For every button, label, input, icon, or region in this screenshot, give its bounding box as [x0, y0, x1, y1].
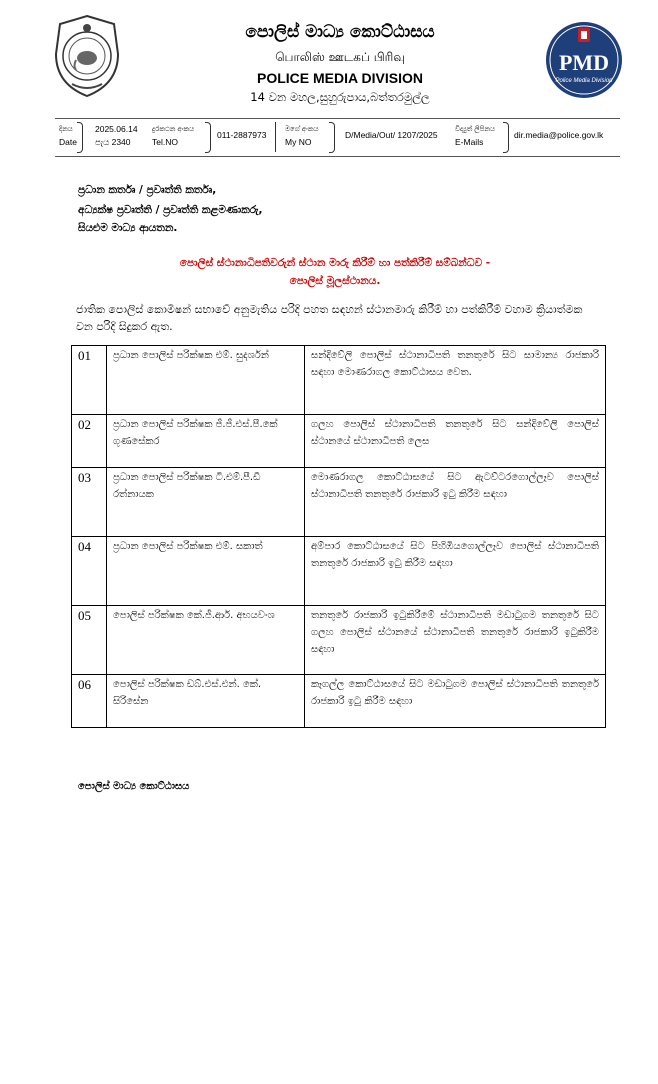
- header-address: 14 වන මහල,සුහුරුපාය,බත්තරමුල්ල: [250, 90, 430, 104]
- subject-line: පොලිස් මූලස්ථානය.: [289, 275, 381, 287]
- transfer-description: කෑගල්ල කොට්ඨාසයේ සිට මඩාටුගම පොලිස් ස්ථානාධිපති තනතුරේ රාජකාරි ඉටු කිරීම සඳහා: [305, 675, 606, 728]
- transfer-description: තනතුරේ රාජකාරි ඉටුකිරීමේ ස්ථානාධිපති මඩාටුගම තනතුරේ සිට ගලහ පොලිස් ස්ථානයේ ස්ථානාධිපති තනතුරේ රාජකාරි ඉටුකිරීම සඳහා: [305, 606, 606, 675]
- subject-line: පොලිස් ස්ථානාධිපතිවරුන් ස්ථාන මාරු කිරීම් හා පත්කිරීම් සම්බන්ධව -: [179, 257, 491, 269]
- table-row: [72, 537, 606, 606]
- email-brace: [503, 122, 509, 153]
- email-value: dir.media@police.gov.lk: [514, 130, 604, 140]
- date-value: 2025.06.14 පැය 2340: [95, 124, 138, 147]
- date-label: දිනය Date: [59, 126, 77, 147]
- header-title-english: POLICE MEDIA DIVISION: [257, 70, 423, 86]
- police-emblem-icon: [52, 14, 122, 98]
- recipient-line: ප්‍රධාන කර්තෘ / ප්‍රවෘත්ති කර්තෘ,: [78, 184, 217, 196]
- pmd-logo-icon: [540, 20, 628, 100]
- officer-name: පොලිස් පරික්ෂක කේ.ජී.ආර්. අභයවංශ: [107, 606, 305, 675]
- my-no-value: D/Media/Out/ 1207/2025: [345, 130, 438, 140]
- row-number: 02: [72, 415, 107, 468]
- pmd-logo-subtext: Police Media Division: [555, 78, 613, 84]
- transfer-description: මොණරාගල කොට්ඨාසයේ සිට ඇටව්ටරගොල්ලෑව පොලිස් ස්ථානාධිපති තනතුරේ රාජකාරි ඉටු කිරීම සඳහා: [305, 468, 606, 537]
- officer-name: ප්‍රධාන පොලිස් පරික්ෂක එම්. සකාත්: [107, 537, 305, 606]
- intro-paragraph: ජාතික පොලිස් කොමිෂන් සභාවේ අනුමැතිය පරිදි පහත සඳහන් ස්ථානමාරු කිරීම් හා පත්කිරීම් වහාම ක්‍රියාත්මක වන පරිදි සිදුකර ඇත.: [76, 303, 583, 333]
- email-label: විද්‍යුත් ලිපිනය E-Mails: [455, 126, 496, 147]
- tel-label: දුරකථන අංකය Tel.NO: [152, 126, 195, 147]
- row-number: 04: [72, 537, 107, 606]
- divider: [275, 122, 276, 152]
- officer-name: ප්‍රධාන පොලිස් පරික්ෂක ජී.ජී.එස්.පී.කේ ගුණසේකර: [107, 415, 305, 468]
- officer-name: පොලිස් පරික්ෂක ඩබ්.එස්.එන්. කේ. සිරිසේන: [107, 675, 305, 728]
- transfers-table: [71, 345, 606, 728]
- pmd-logo-text: PMD: [558, 50, 610, 75]
- my-no-label: මගේ අංකය My NO: [285, 126, 319, 147]
- row-number: 05: [72, 606, 107, 675]
- date-brace: [77, 122, 83, 153]
- transfer-description: සන්දිවේලි පොලිස් ස්ථානාධිපති තනතුරේ සිට සාමාන්‍ය රාජකාරි සඳහා මොණරාගල කොට්ඨාසය වෙත.: [305, 346, 606, 415]
- table-row: [72, 606, 606, 675]
- table-row: [72, 415, 606, 468]
- tel-brace: [205, 122, 211, 153]
- transfer-description: අම්පාර කොට්ඨාසයේ සිට පිහිඹියගොල්ලෑව පොලිස් ස්ථානාධිපති තනතුරේ රාජකාරි ඉටු කිරීම සඳහා: [305, 537, 606, 606]
- contact-strip: [55, 118, 620, 157]
- officer-name: ප්‍රධාන පොලිස් පරික්ෂක එම්. සුදර්ශන්: [107, 346, 305, 415]
- transfer-description: ගලහ පොලිස් ස්ථානාධිපති තනතුරේ සිට සන්දිවේලි පොලිස් ස්ථානයේ ස්ථානාධිපති ලෙස: [305, 415, 606, 468]
- recipient-line: අධ්‍යක්ෂ ප්‍රවෘත්ති / ප්‍රවෘත්ති කළමණාකරු,: [78, 204, 263, 216]
- table-row: [72, 346, 606, 415]
- signature-block: පොලිස් මාධ්‍ය කොට්ඨාසය: [78, 781, 190, 792]
- officer-name: ප්‍රධාන පොලිස් පරික්ෂක ටී.එම්.පී.ඩී රත්නායක: [107, 468, 305, 537]
- tel-value: 011-2887973: [217, 130, 267, 140]
- row-number: 03: [72, 468, 107, 537]
- recipient-line: සියළුම මාධ්‍ය ආයතන.: [78, 222, 178, 234]
- header-title-tamil: பொலிஸ் ஊடகப் பிரிவு: [275, 50, 405, 64]
- row-number: 01: [72, 346, 107, 415]
- my-no-brace: [329, 122, 335, 153]
- header-title-sinhala: පොලිස් මාධ්‍ය කොට්ඨාසය: [245, 22, 435, 42]
- table-row: [72, 468, 606, 537]
- table-row: [72, 675, 606, 728]
- row-number: 06: [72, 675, 107, 728]
